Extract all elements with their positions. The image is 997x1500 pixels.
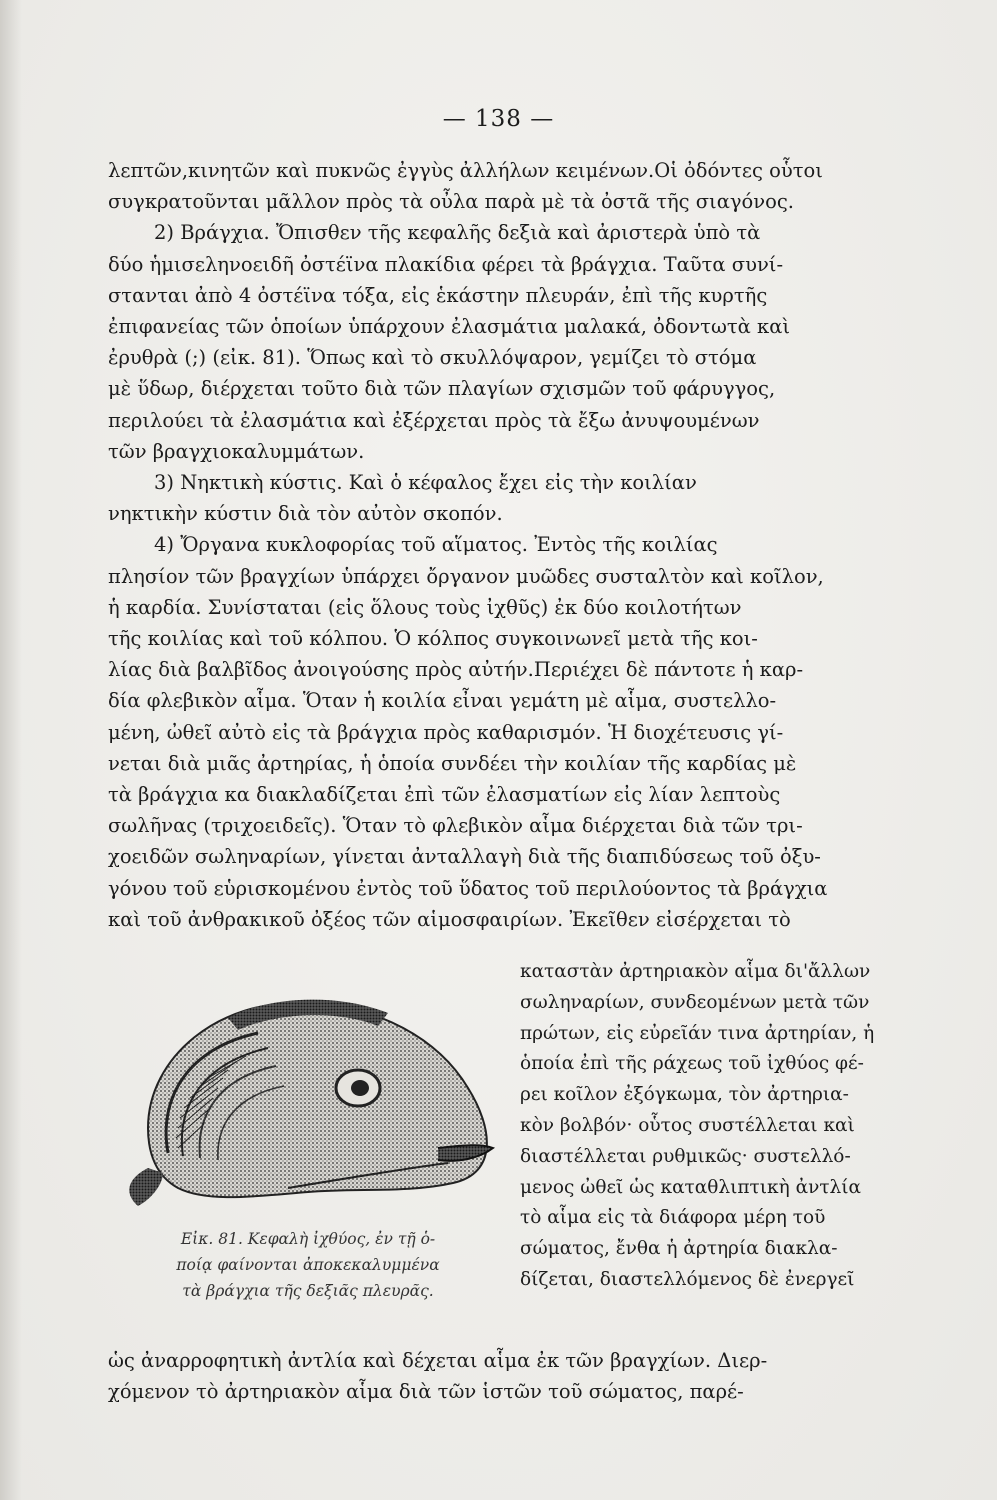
text-line: γόνου τοῦ εὑρισκομένου ἐντὸς τοῦ ὕδατος τοῦ περιλούοντος τὰ βράγχια xyxy=(108,876,828,900)
fish-head-illustration xyxy=(108,978,508,1218)
text-line: ἐπιφανείας τῶν ὁποίων ὑπάρχουν ἐλασμάτια μαλακά, ὀδοντωτὰ καὶ xyxy=(108,315,791,339)
text-line: δία φλεβικὸν αἷμα. Ὅταν ἡ κοιλία εἶναι γεμάτη μὲ αἷμα, συστελλο- xyxy=(108,689,777,713)
text-line: τῶν βραγχιοκαλυμμάτων. xyxy=(108,439,365,463)
text-line: ἡ καρδία. Συνίσταται (εἰς ὅλους τοὺς ἰχθῦς) ἐκ δύο κοιλοτήτων xyxy=(108,595,742,619)
text-line: λεπτῶν,κινητῶν καὶ πυκνῶς ἐγγὺς ἀλλήλων κειμένων.Οἱ ὀδόντες οὗτοι xyxy=(108,159,823,182)
text-line: λίας διὰ βαλβῖδος ἀνοιγούσης πρὸς αὐτήν.Περιέχει δὲ πάντοτε ἡ καρ- xyxy=(108,658,804,682)
page-number: — 138 — xyxy=(442,106,555,132)
text-line: κὸν βολβόν· οὗτος συστέλλεται καὶ xyxy=(520,1114,855,1136)
text-line: χόμενον τὸ ἀρτηριακὸν αἷμα διὰ τῶν ἱστῶν τοῦ σώματος, παρέ- xyxy=(108,1380,744,1404)
text-line: τὸ αἷμα εἰς τὰ διάφορα μέρη τοῦ xyxy=(520,1207,826,1229)
text-line: σωλῆνας (τριχοειδεῖς). Ὅταν τὸ φλεβικὸν αἷμα διέρχεται διὰ τῶν τρι- xyxy=(108,814,803,838)
text-line: σώματος, ἔνθα ἡ ἀρτηρία διακλα- xyxy=(520,1238,838,1260)
text-line: περιλούει τὰ ἐλασμάτια καὶ ἐξέρχεται πρὸς τὰ ἔξω ἀνυψουμένων xyxy=(108,408,760,432)
section-heading-line: 4) Ὄργανα κυκλοφορίας τοῦ αἵματος. Ἐντὸς τῆς κοιλίας xyxy=(154,533,718,557)
text-line: διαστέλλεται ρυθμικῶς· συστελλό- xyxy=(520,1145,851,1167)
text-line: χοειδῶν σωληναρίων, γίνεται ἀνταλλαγὴ διὰ τῆς διαπιδύσεως τοῦ ὀξυ- xyxy=(108,845,821,869)
caption-line: ποίᾳ φαίνονται ἀποκεκαλυμμένα xyxy=(176,1256,440,1274)
body-text-right-column xyxy=(520,957,966,1296)
text-line: καὶ τοῦ ἀνθρακικοῦ ὀξέος τῶν αἱμοσφαιρίων. Ἐκεῖθεν εἰσέρχεται τὸ xyxy=(108,907,791,931)
text-line: μένη, ὠθεῖ αὐτὸ εἰς τὰ βράγχια πρὸς καθαρισμόν. Ἡ διοχέτευσις γί- xyxy=(108,720,784,744)
caption-line: τὰ βράγχια τῆς δεξιᾶς πλευρᾶς. xyxy=(182,1282,434,1300)
text-line: νηκτικὴν κύστιν διὰ τὸν αὐτὸν σκοπόν. xyxy=(108,502,503,526)
text-line: συγκρατοῦνται μᾶλλον πρὸς τὰ οὖλα παρὰ μὲ τὰ ὀστᾶ τῆς σιαγόνος. xyxy=(108,190,794,214)
text-line: ὁποία ἐπὶ τῆς ράχεως τοῦ ἰχθύος φέ- xyxy=(520,1053,864,1075)
figure-caption xyxy=(108,1226,508,1304)
body-text-bottom xyxy=(108,1345,966,1407)
text-line: τῆς κοιλίας καὶ τοῦ κόλπου. Ὁ κόλπος συγκοινωνεῖ μετὰ τῆς κοι- xyxy=(108,627,758,651)
section-heading-line: 3) Νηκτικὴ κύστις. Καὶ ὁ κέφαλος ἔχει εἰς τὴν κοιλίαν xyxy=(154,471,697,495)
caption-line: Εἰκ. 81. Κεφαλὴ ἰχθύος, ἐν τῇ ὁ- xyxy=(180,1230,436,1248)
text-line: ὡς ἀναρροφητικὴ ἀντλία καὶ δέχεται αἷμα ἐκ τῶν βραγχίων. Διερ- xyxy=(108,1349,768,1372)
text-line: σωληναρίων, συνδεομένων μετὰ τῶν xyxy=(520,991,870,1013)
text-line: μὲ ὕδωρ, διέρχεται τοῦτο διὰ τῶν πλαγίων σχισμῶν τοῦ φάρυγγος, xyxy=(108,377,776,401)
text-line: καταστὰν ἀρτηριακὸν αἷμα δι'ἄλλων xyxy=(520,961,871,982)
text-line: δύο ἡμισεληνοειδῆ ὀστέϊνα πλακίδια φέρει τὰ βράγχια. Ταῦτα συνί- xyxy=(108,252,784,276)
text-line: ἐρυθρὰ (;) (εἰκ. 81). Ὅπως καὶ τὸ σκυλλόψαρον, γεμίζει τὸ στόμα xyxy=(108,346,757,370)
text-line: δίζεται, διαστελλόμενος δὲ ἐνεργεῖ xyxy=(520,1268,855,1290)
text-line: τὰ βράγχια κα διακλαδίζεται ἐπὶ τῶν ἐλασματίων εἰς λίαν λεπτοὺς xyxy=(108,783,781,807)
text-line: μενος ὠθεῖ ὡς καταθλιπτικὴ ἀντλία xyxy=(520,1176,862,1198)
text-line: νεται διὰ μιᾶς ἀρτηρίας, ἡ ὁποία συνδέει τὴν κοιλίαν τῆς καρδίας μὲ xyxy=(108,751,797,775)
page-edge-shadow xyxy=(0,0,22,1500)
text-line: ρει κοῖλον ἐξόγκωμα, τὸν ἀρτηρια- xyxy=(520,1084,849,1106)
text-line: πλησίον τῶν βραγχίων ὑπάρχει ὄργανον μυῶδες συσταλτὸν καὶ κοῖλον, xyxy=(108,564,824,588)
section-heading-line: 2) Βράγχια. Ὄπισθεν τῆς κεφαλῆς δεξιὰ καὶ ἀριστερὰ ὑπὸ τὰ xyxy=(154,221,761,245)
body-text-top xyxy=(108,155,966,935)
fish-head-icon xyxy=(108,978,508,1218)
text-line: πρώτων, εἰς εὐρεῖάν τινα ἀρτηρίαν, ἡ xyxy=(520,1022,875,1044)
text-line: στανται ἀπὸ 4 ὀστέϊνα τόξα, εἰς ἑκάστην πλευράν, ἐπὶ τῆς κυρτῆς xyxy=(108,283,768,307)
